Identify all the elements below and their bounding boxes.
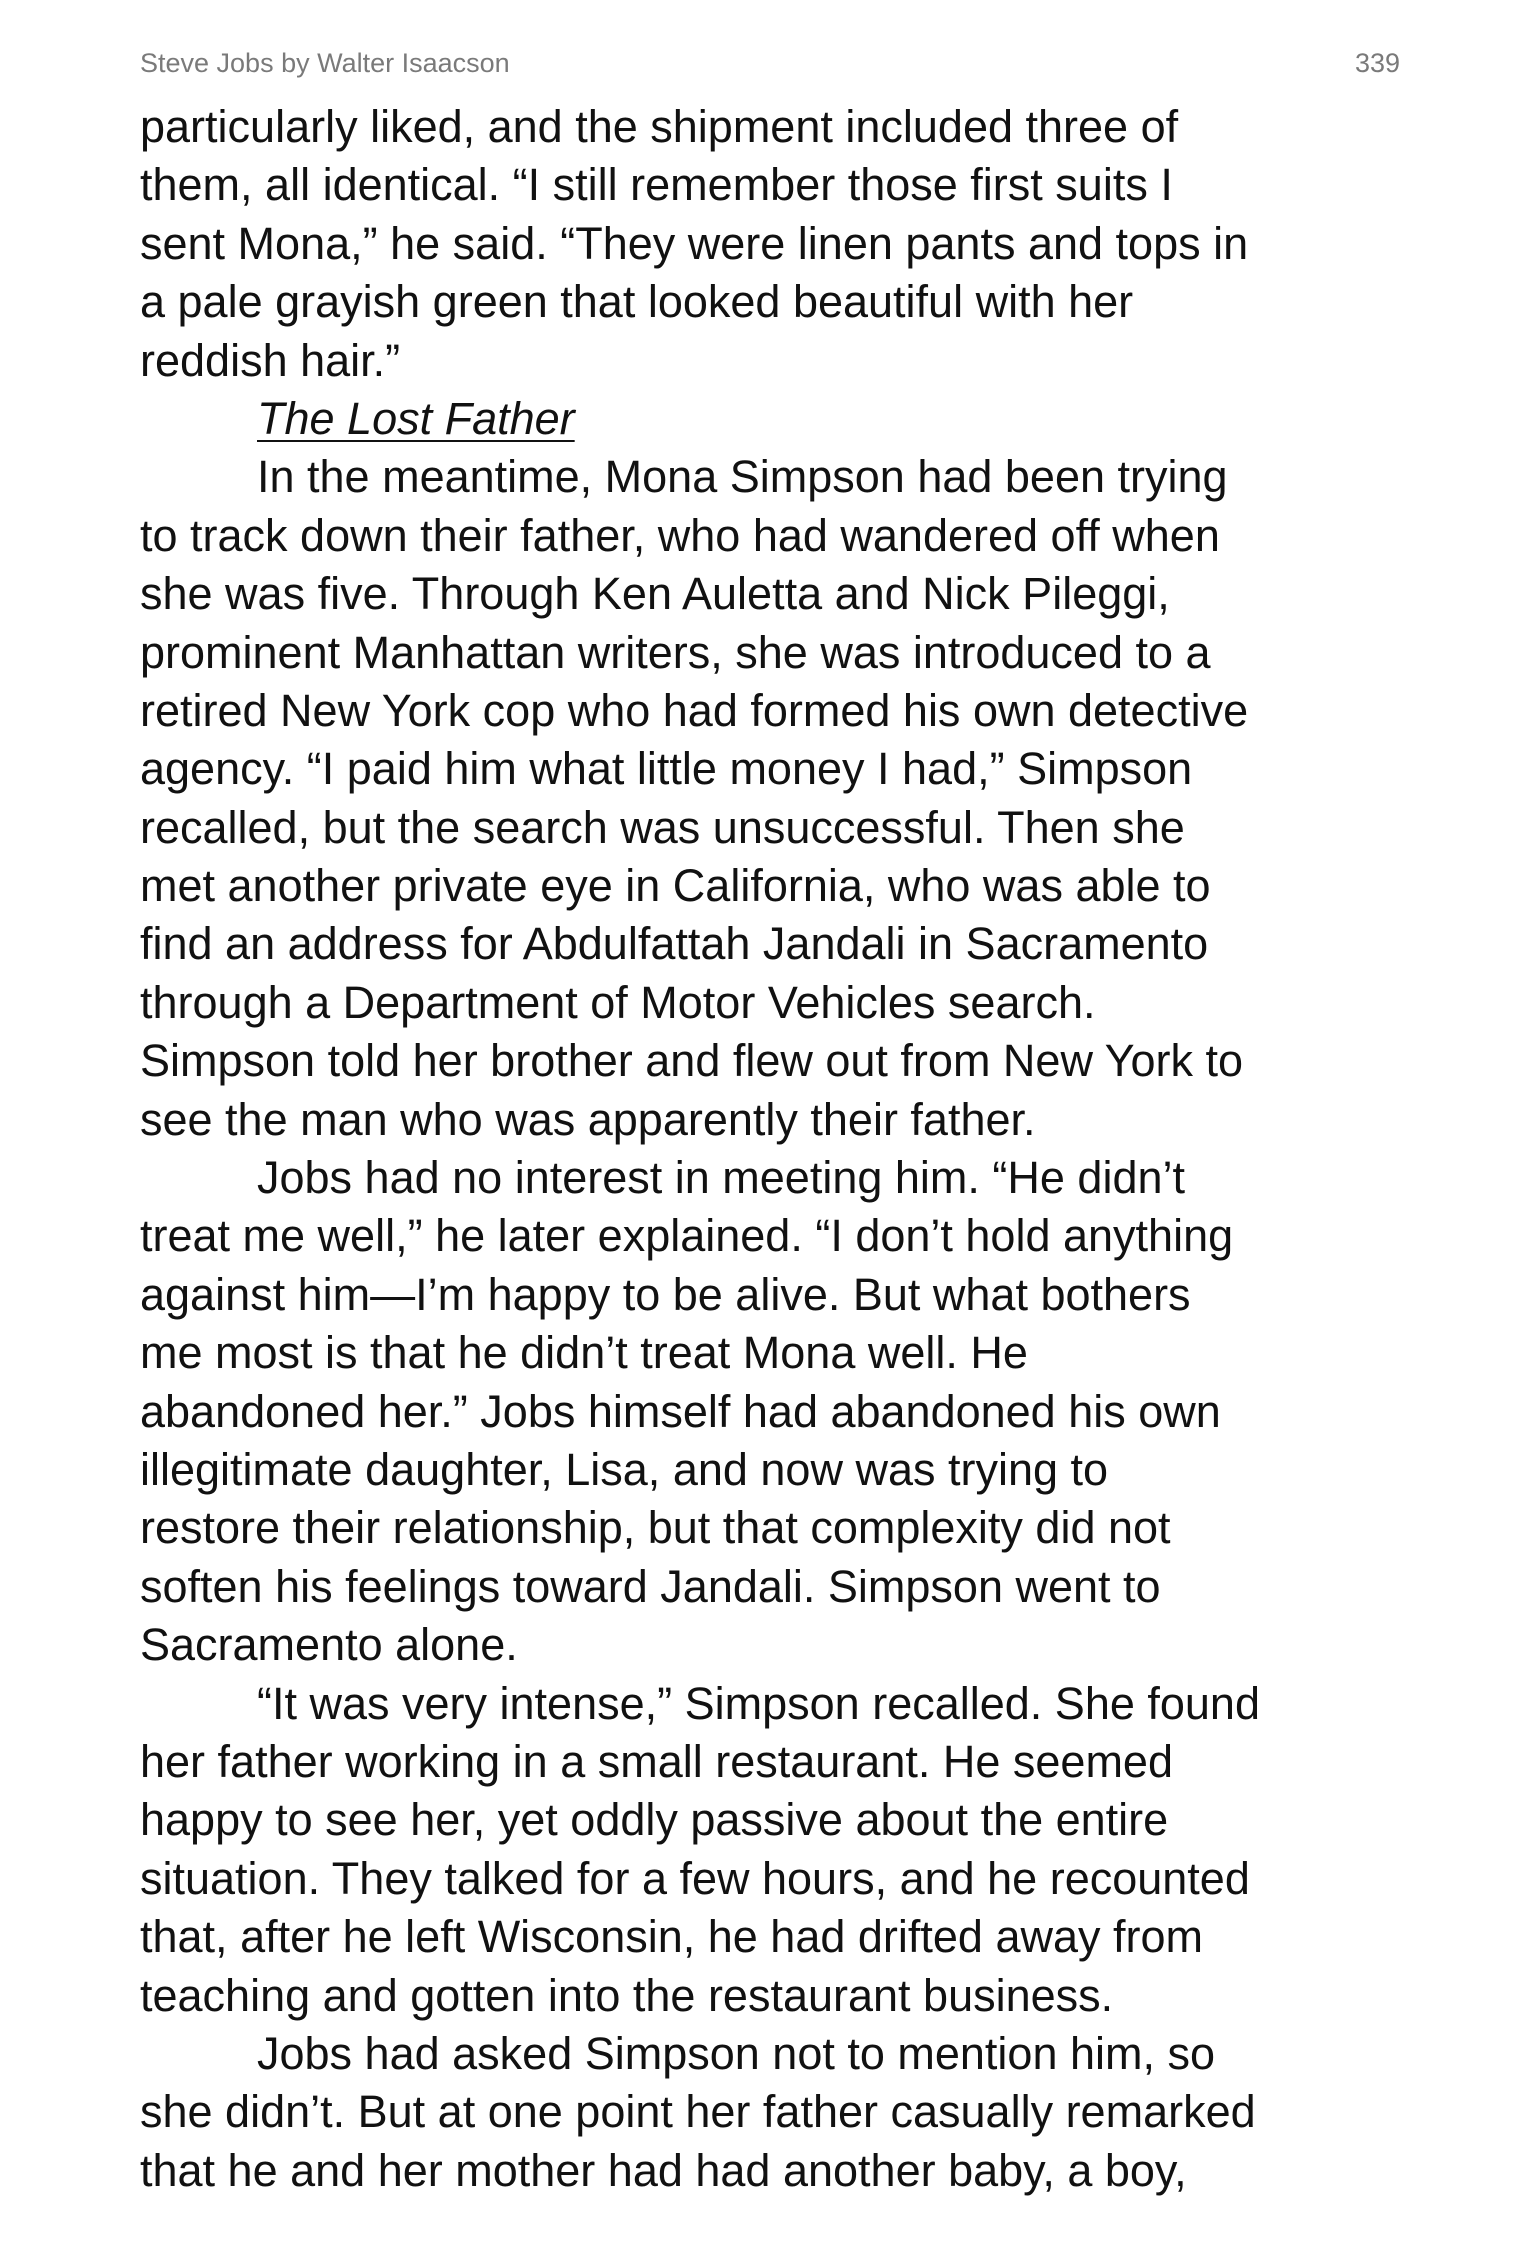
text-line: Jobs had no interest in meeting him. “He didn’t — [257, 1152, 1185, 1204]
page-header — [140, 48, 1400, 84]
text-line: illegitimate daughter, Lisa, and now was trying to — [140, 1443, 1109, 1495]
text-line: retired New York cop who had formed his own detective — [140, 684, 1249, 736]
text-line: Sacramento alone. — [140, 1619, 518, 1671]
text-line: that he and her mother had had another baby, a boy, — [140, 2144, 1187, 2196]
text-line: teaching and gotten into the restaurant business. — [140, 1969, 1114, 2021]
text-line: her father working in a small restaurant. He seemed — [140, 1735, 1173, 1787]
text-line: Jobs had asked Simpson not to mention him, so — [257, 2027, 1216, 2079]
page-number: 339 — [1354, 48, 1400, 78]
text-line: treat me well,” he later explained. “I don’t hold anything — [140, 1210, 1234, 1262]
text-line: prominent Manhattan writers, she was introduced to a — [140, 626, 1211, 678]
text-line: reddish hair.” — [140, 334, 401, 386]
text-line: particularly liked, and the shipment included three of — [140, 101, 1179, 152]
text-line: restore their relationship, but that complexity did not — [140, 1502, 1171, 1554]
text-line: “It was very intense,” Simpson recalled. She found — [257, 1677, 1260, 1729]
text-line: Simpson told her brother and flew out from New York to — [140, 1035, 1244, 1087]
text-line: soften his feelings toward Jandali. Simpson went to — [140, 1560, 1161, 1612]
text-line: sent Mona,” he said. “They were linen pants and tops in — [140, 217, 1249, 269]
text-line: she was five. Through Ken Auletta and Nick Pileggi, — [140, 568, 1170, 620]
text-line: that, after he left Wisconsin, he had drifted away from — [140, 1911, 1204, 1963]
text-line: In the meantime, Mona Simpson had been trying — [257, 451, 1228, 503]
text-line: happy to see her, yet oddly passive about the entire — [140, 1794, 1169, 1846]
text-line: see the man who was apparently their father. — [140, 1093, 1036, 1145]
text-line: a pale grayish green that looked beautiful with her — [140, 276, 1134, 328]
text-line: she didn’t. But at one point her father casually remarked — [140, 2086, 1256, 2138]
text-line: met another private eye in California, who was able to — [140, 860, 1211, 912]
section-heading: The Lost Father — [257, 392, 575, 444]
text-line: find an address for Abdulfattah Jandali in Sacramento — [140, 918, 1209, 970]
text-line: recalled, but the search was unsuccessful. Then she — [140, 801, 1185, 853]
text-line: against him—I’m happy to be alive. But what bothers — [140, 1268, 1191, 1320]
text-line: abandoned her.” Jobs himself had abandoned his own — [140, 1385, 1221, 1437]
text-line: through a Department of Motor Vehicles search. — [140, 976, 1096, 1028]
text-line: agency. “I paid him what little money I had,” Simpson — [140, 743, 1193, 795]
running-title: Steve Jobs by Walter Isaacson — [140, 48, 510, 78]
page-body-text — [140, 98, 1410, 2200]
text-line: me most is that he didn’t treat Mona well. He — [140, 1327, 1028, 1379]
text-line: them, all identical. “I still remember those first suits I — [140, 159, 1173, 211]
text-line: to track down their father, who had wandered off when — [140, 509, 1220, 561]
text-line: situation. They talked for a few hours, and he recounted — [140, 1852, 1250, 1904]
